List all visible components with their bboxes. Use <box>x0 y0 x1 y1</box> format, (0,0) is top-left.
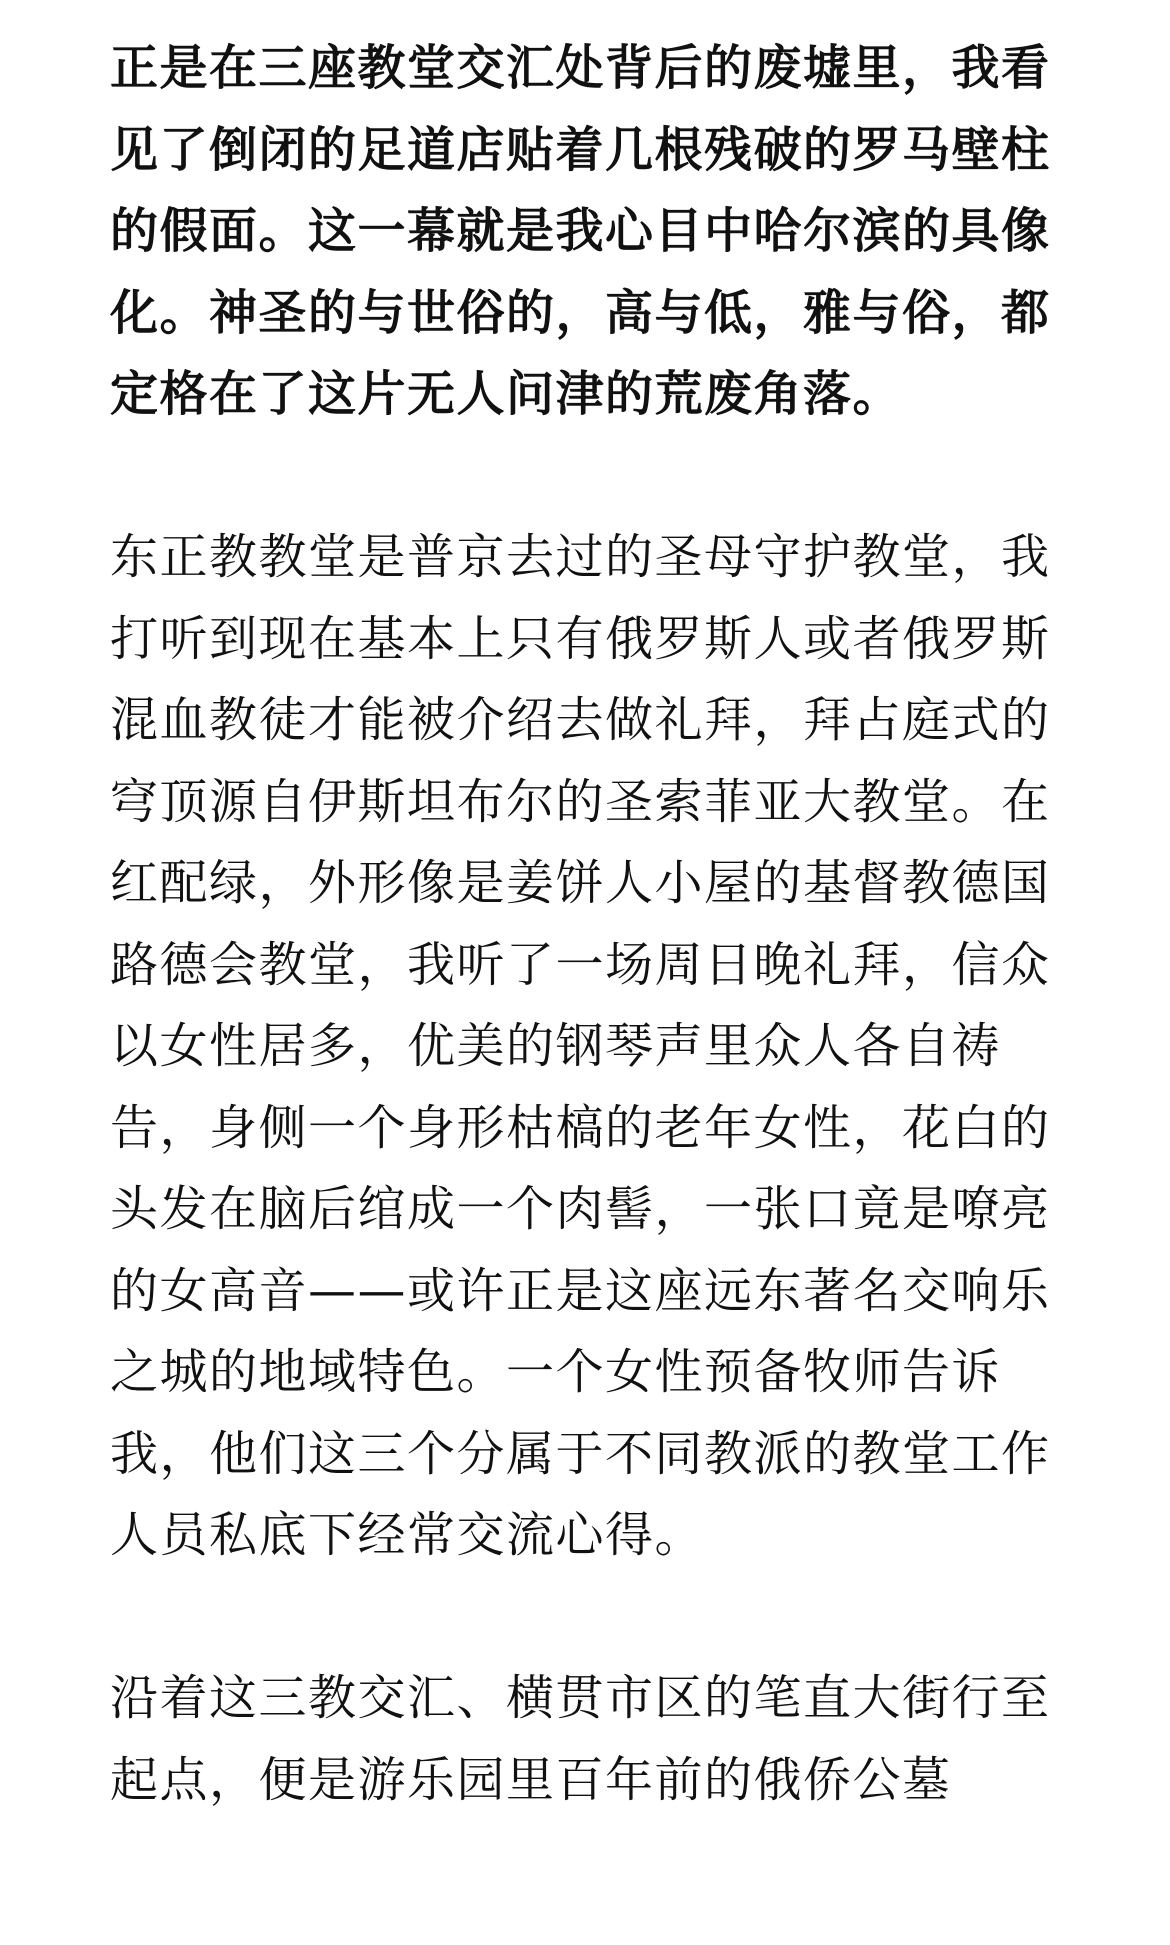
paragraph-churches: 东正教教堂是普京去过的圣母守护教堂，我打听到现在基本上只有俄罗斯人或者俄罗斯混血教徒才能被介绍去做礼拜，拜占庭式的穹顶源自伊斯坦布尔的圣索菲亚大教堂。在红配绿，外形像是姜饼人小屋的基督教德国路德会教堂，我听了一场周日晚礼拜，信众以女性居多，优美的钢琴声里众人各自祷告，身侧一个身形枯槁的老年女性，花白的头发在脑后绾成一个肉髻，一张口竟是嘹亮的女高音——或许正是这座远东著名交响乐之城的地域特色。一个女性预备牧师告诉我，他们这三个分属于不同教派的教堂工作人员私底下经常交流心得。 <box>110 529 1051 1563</box>
paragraph-street: 沿着这三教交汇、横贯市区的笔直大街行至起点，便是游乐园里百年前的俄侨公墓 <box>110 1670 1051 1808</box>
article-body <box>110 28 1070 1821</box>
paragraph-ruins: 正是在三座教堂交汇处背后的废墟里，我看见了倒闭的足道店贴着几根残破的罗马壁柱的假面。这一幕就是我心目中哈尔滨的具像化。神圣的与世俗的，高与低，雅与俗，都定格在了这片无人问津的荒废角落。 <box>110 40 1051 422</box>
